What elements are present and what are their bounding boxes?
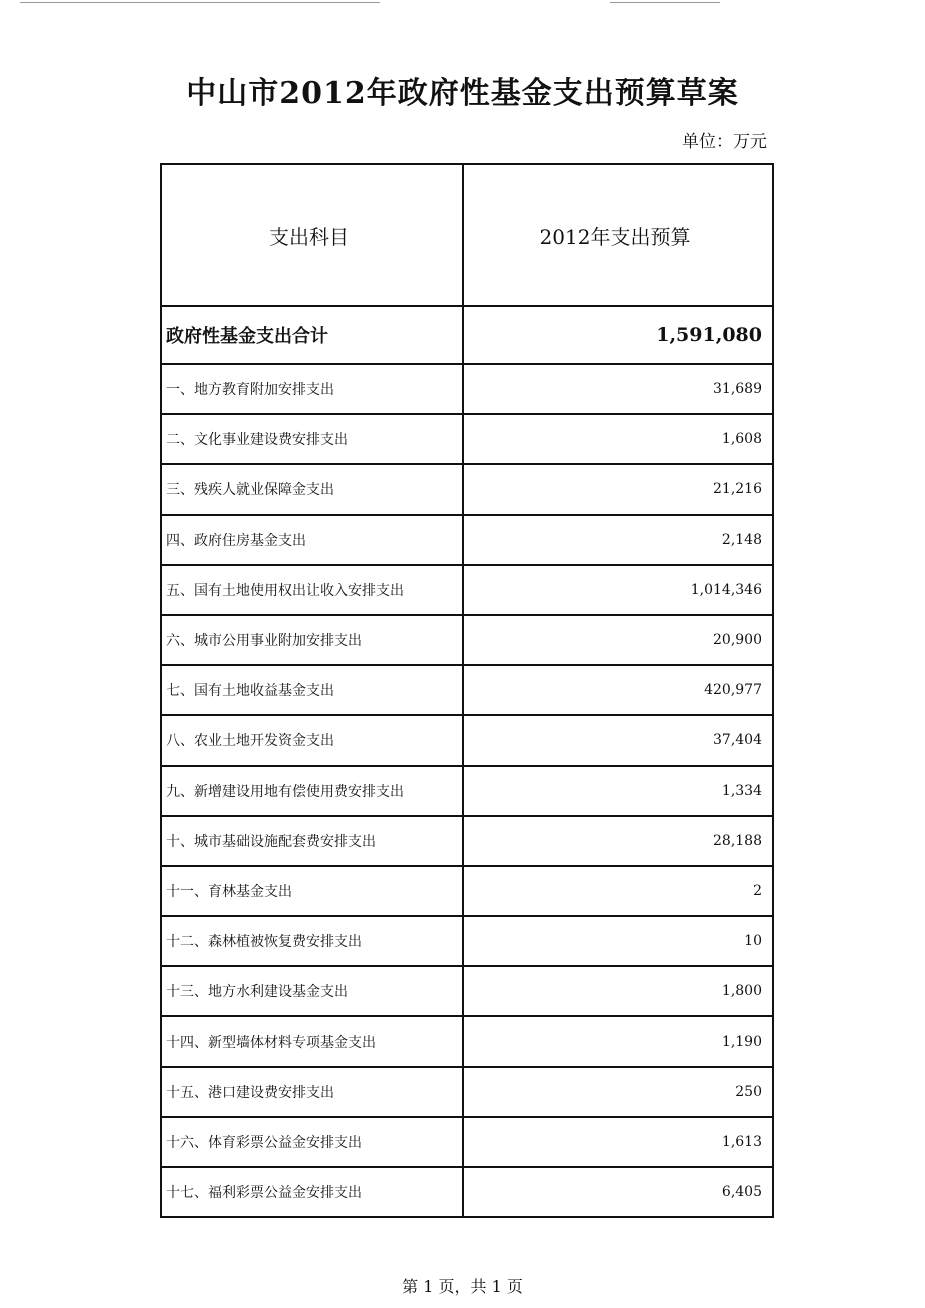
row-value: 2 — [463, 866, 773, 916]
table-row — [161, 715, 773, 765]
table-row — [161, 565, 773, 615]
table-row — [161, 1067, 773, 1117]
row-label: 十一、育林基金支出 — [161, 866, 463, 916]
row-label: 二、文化事业建设费安排支出 — [161, 414, 463, 464]
row-value: 1,800 — [463, 966, 773, 1016]
row-label: 十五、港口建设费安排支出 — [161, 1067, 463, 1117]
table-row — [161, 615, 773, 665]
table-row — [161, 816, 773, 866]
table-row — [161, 515, 773, 565]
page-footer: 第 1 页，共 1 页 — [402, 1277, 523, 1296]
row-label: 七、国有土地收益基金支出 — [161, 665, 463, 715]
header-subject: 支出科目 — [161, 164, 463, 306]
table-row — [161, 966, 773, 1016]
row-label: 十七、福利彩票公益金安排支出 — [161, 1167, 463, 1217]
unit-label: 单位：万元 — [682, 132, 767, 152]
row-value: 6,405 — [463, 1167, 773, 1217]
table-row — [161, 364, 773, 414]
row-value: 31,689 — [463, 364, 773, 414]
row-label: 四、政府住房基金支出 — [161, 515, 463, 565]
table-row — [161, 866, 773, 916]
table-header-row — [161, 164, 773, 306]
row-label: 八、农业土地开发资金支出 — [161, 715, 463, 765]
row-label: 十三、地方水利建设基金支出 — [161, 966, 463, 1016]
row-label: 十、城市基础设施配套费安排支出 — [161, 816, 463, 866]
table-row — [161, 1016, 773, 1066]
row-value: 20,900 — [463, 615, 773, 665]
row-label: 一、地方教育附加安排支出 — [161, 364, 463, 414]
table-row — [161, 1117, 773, 1167]
row-value: 28,188 — [463, 816, 773, 866]
row-label: 十二、森林植被恢复费安排支出 — [161, 916, 463, 966]
total-label: 政府性基金支出合计 — [161, 306, 463, 364]
table-row — [161, 1167, 773, 1217]
budget-table — [160, 163, 774, 1218]
table-row — [161, 766, 773, 816]
row-value: 1,613 — [463, 1117, 773, 1167]
scan-artifact — [610, 2, 720, 3]
row-value: 1,190 — [463, 1016, 773, 1066]
row-value: 1,608 — [463, 414, 773, 464]
total-row — [161, 306, 773, 364]
row-value: 37,404 — [463, 715, 773, 765]
table-row — [161, 916, 773, 966]
page-title: 中山市2012年政府性基金支出预算草案 — [186, 76, 739, 111]
row-label: 十四、新型墙体材料专项基金支出 — [161, 1016, 463, 1066]
row-label: 三、残疾人就业保障金支出 — [161, 464, 463, 514]
row-label: 十六、体育彩票公益金安排支出 — [161, 1117, 463, 1167]
table-row — [161, 414, 773, 464]
row-label: 九、新增建设用地有偿使用费安排支出 — [161, 766, 463, 816]
row-value: 2,148 — [463, 515, 773, 565]
row-label: 六、城市公用事业附加安排支出 — [161, 615, 463, 665]
table-row — [161, 665, 773, 715]
scan-artifact — [20, 2, 380, 3]
row-value: 420,977 — [463, 665, 773, 715]
row-value: 10 — [463, 916, 773, 966]
row-value: 1,334 — [463, 766, 773, 816]
row-value: 1,014,346 — [463, 565, 773, 615]
row-value: 21,216 — [463, 464, 773, 514]
header-budget: 2012年支出预算 — [463, 164, 773, 306]
total-value: 1,591,080 — [463, 306, 773, 364]
row-label: 五、国有土地使用权出让收入安排支出 — [161, 565, 463, 615]
table-row — [161, 464, 773, 514]
row-value: 250 — [463, 1067, 773, 1117]
